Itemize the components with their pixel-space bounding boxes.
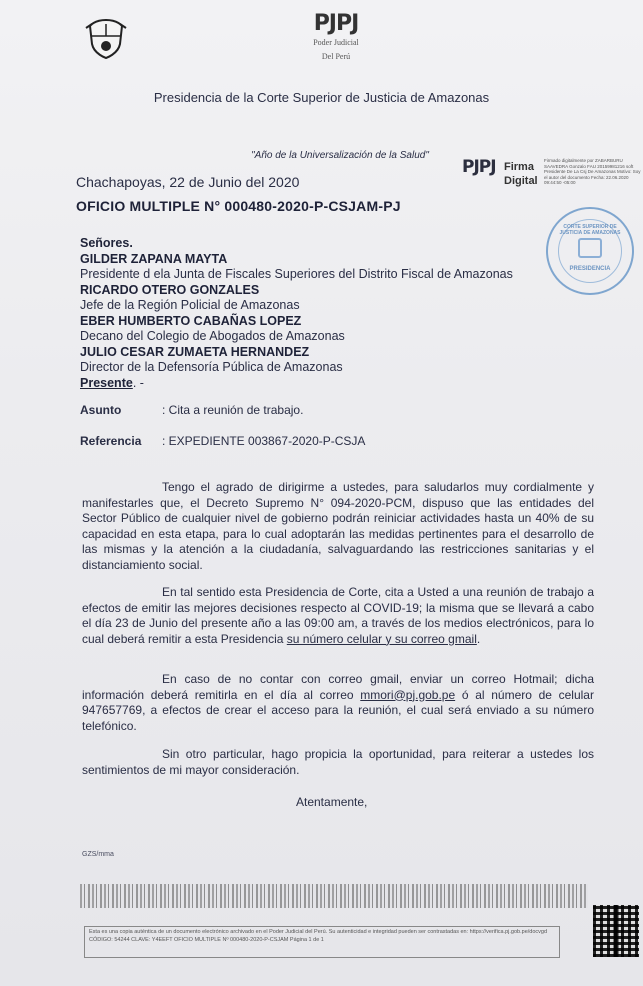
oficio-number: OFICIO MULTIPLE N° 000480-2020-P-CSJAM-PJ bbox=[76, 198, 401, 214]
referencia-value: : EXPEDIENTE 003867-2020-P-CSJA bbox=[162, 434, 366, 448]
p2-text: En tal sentido esta Presidencia de Corte, cita a Usted a una reunión de trabajo a efectos de emitir las mejores decisiones respecto al COVID-19; la misma que se llevará a cabo el día 23 de Junio del presente año a las 09:00 am, a través de los medios electrónicos, para lo cual deberá remitir a esta Presidencia bbox=[82, 585, 594, 646]
p1-text: Tengo el agrado de dirigirme a ustedes, para saludarlos muy cordialmente y manifestarles que, el Decreto Supremo N° 094-2020-PCM, dispuso que las entidades del Sector Público de cualquier nivel de gobierno podrán reiniciar actividades hasta un 40% de su capacidad en esta etapa, para lo cual adoptarán las medidas pertinentes para el desarrollo de las mismas y la atención a la ciudadanía, salvaguardando las restricciones sanitarias y el distanciamiento social. bbox=[82, 480, 594, 572]
pj-name-line2: Del Perú bbox=[321, 52, 351, 61]
seal-bottom-text: PRESIDENCIA bbox=[569, 266, 611, 272]
institution-heading: Presidencia de la Corte Superior de Justicia de Amazonas bbox=[153, 90, 490, 105]
presidency-seal bbox=[546, 207, 634, 295]
addressee-block bbox=[80, 236, 540, 391]
addressee-name: JULIO CESAR ZUMAETA HERNANDEZ bbox=[80, 344, 310, 359]
addressee-role: Director de la Defensoría Pública de Amazonas bbox=[80, 360, 343, 374]
addressee-role: Presidente d ela Junta de Fiscales Superiores del Distrito Fiscal de Amazonas bbox=[80, 267, 513, 281]
referencia-row bbox=[80, 434, 365, 448]
firma-line1: Firma bbox=[504, 161, 534, 173]
p3-end: ó al número de celular 947657769, a efectos de crear el acceso para la reunión, el cual será enviado a su número telefónico. bbox=[82, 687, 594, 733]
addressee-name: RICARDO OTERO GONZALES bbox=[80, 282, 260, 297]
firma-details: Firmado digitalmente por ZABARBURU SAAVEDRA Gonzalo FAU 20159981216 soft Presidente De La Csj De Amazonas Motivo: Soy el autor del documento Fecha: 22.06.2020 09:44:50 -05:00 bbox=[544, 158, 641, 185]
p4-text: Sin otro particular, hago propicia la oportunidad, para reiterar a ustedes los sentimientos de mi mayor consideración. bbox=[82, 747, 594, 777]
poder-judicial-logo bbox=[296, 11, 376, 62]
seal-inner bbox=[558, 219, 622, 283]
asunto-row bbox=[80, 403, 303, 417]
addressee-name: GILDER ZAPANA MAYTA bbox=[80, 251, 228, 266]
p2-end: . bbox=[476, 631, 481, 646]
firma-mark: PJPJ bbox=[462, 157, 496, 177]
body-paragraph-1 bbox=[82, 480, 594, 574]
salutation: Señores. bbox=[80, 236, 133, 250]
building-icon bbox=[578, 238, 602, 258]
addressee-role: Decano del Colegio de Abogados de Amazonas bbox=[80, 329, 345, 343]
firma-label bbox=[504, 160, 538, 188]
asunto-value: : Cita a reunión de trabajo. bbox=[162, 403, 304, 417]
pj-name-line1: Poder Judicial bbox=[313, 38, 359, 47]
initials: GZS/mma bbox=[82, 851, 114, 858]
body-paragraph-2 bbox=[82, 585, 594, 647]
pj-mark: PJPJ bbox=[313, 11, 359, 36]
body-paragraph-3 bbox=[82, 672, 594, 734]
closing: Atentamente, bbox=[296, 795, 368, 809]
addressee-name: EBER HUMBERTO CABAÑAS LOPEZ bbox=[80, 313, 302, 328]
addressee-role: Jefe de la Región Policial de Amazonas bbox=[80, 298, 300, 312]
presente-suffix: . - bbox=[132, 375, 144, 390]
presente: Presente bbox=[80, 375, 133, 390]
digital-signature-stamp bbox=[462, 158, 642, 192]
body-paragraph-4 bbox=[82, 747, 594, 778]
place-date: Chachapoyas, 22 de Junio del 2020 bbox=[76, 174, 300, 190]
asunto-label: Asunto bbox=[80, 403, 122, 417]
barcode bbox=[80, 884, 588, 908]
year-motto: "Año de la Universalización de la Salud" bbox=[251, 150, 429, 161]
peru-crest-logo bbox=[84, 14, 128, 72]
authenticity-notice: Esta es una copia auténtica de un documento electrónico archivado en el Poder Judicial del Perú. Su autenticidad e integridad pueden ser contrastadas en: https://verifica.pj.gob.pe/docvgd CÓDIGO: 54244 CLAVE: Y4EEFT OFICIO MULTIPLE Nº 000480-2020-P-CSJAM Página 1 de 1 bbox=[84, 926, 560, 958]
p2-underlined: su número celular y su correo gmail bbox=[286, 631, 477, 646]
presente-line bbox=[80, 376, 540, 392]
firma-line2: Digital bbox=[504, 175, 538, 187]
p3-text: En caso de no contar con correo gmail, enviar un correo Hotmail; dicha información deberá remitirla en el día al correo bbox=[82, 672, 594, 702]
email-link[interactable]: mmori@pj.gob.pe bbox=[360, 687, 456, 702]
seal-top-text: CORTE SUPERIOR DE JUSTICIA DE AMAZONAS bbox=[559, 224, 621, 236]
referencia-label: Referencia bbox=[80, 434, 142, 448]
shield-icon bbox=[84, 14, 128, 62]
qr-code-icon bbox=[593, 905, 639, 957]
